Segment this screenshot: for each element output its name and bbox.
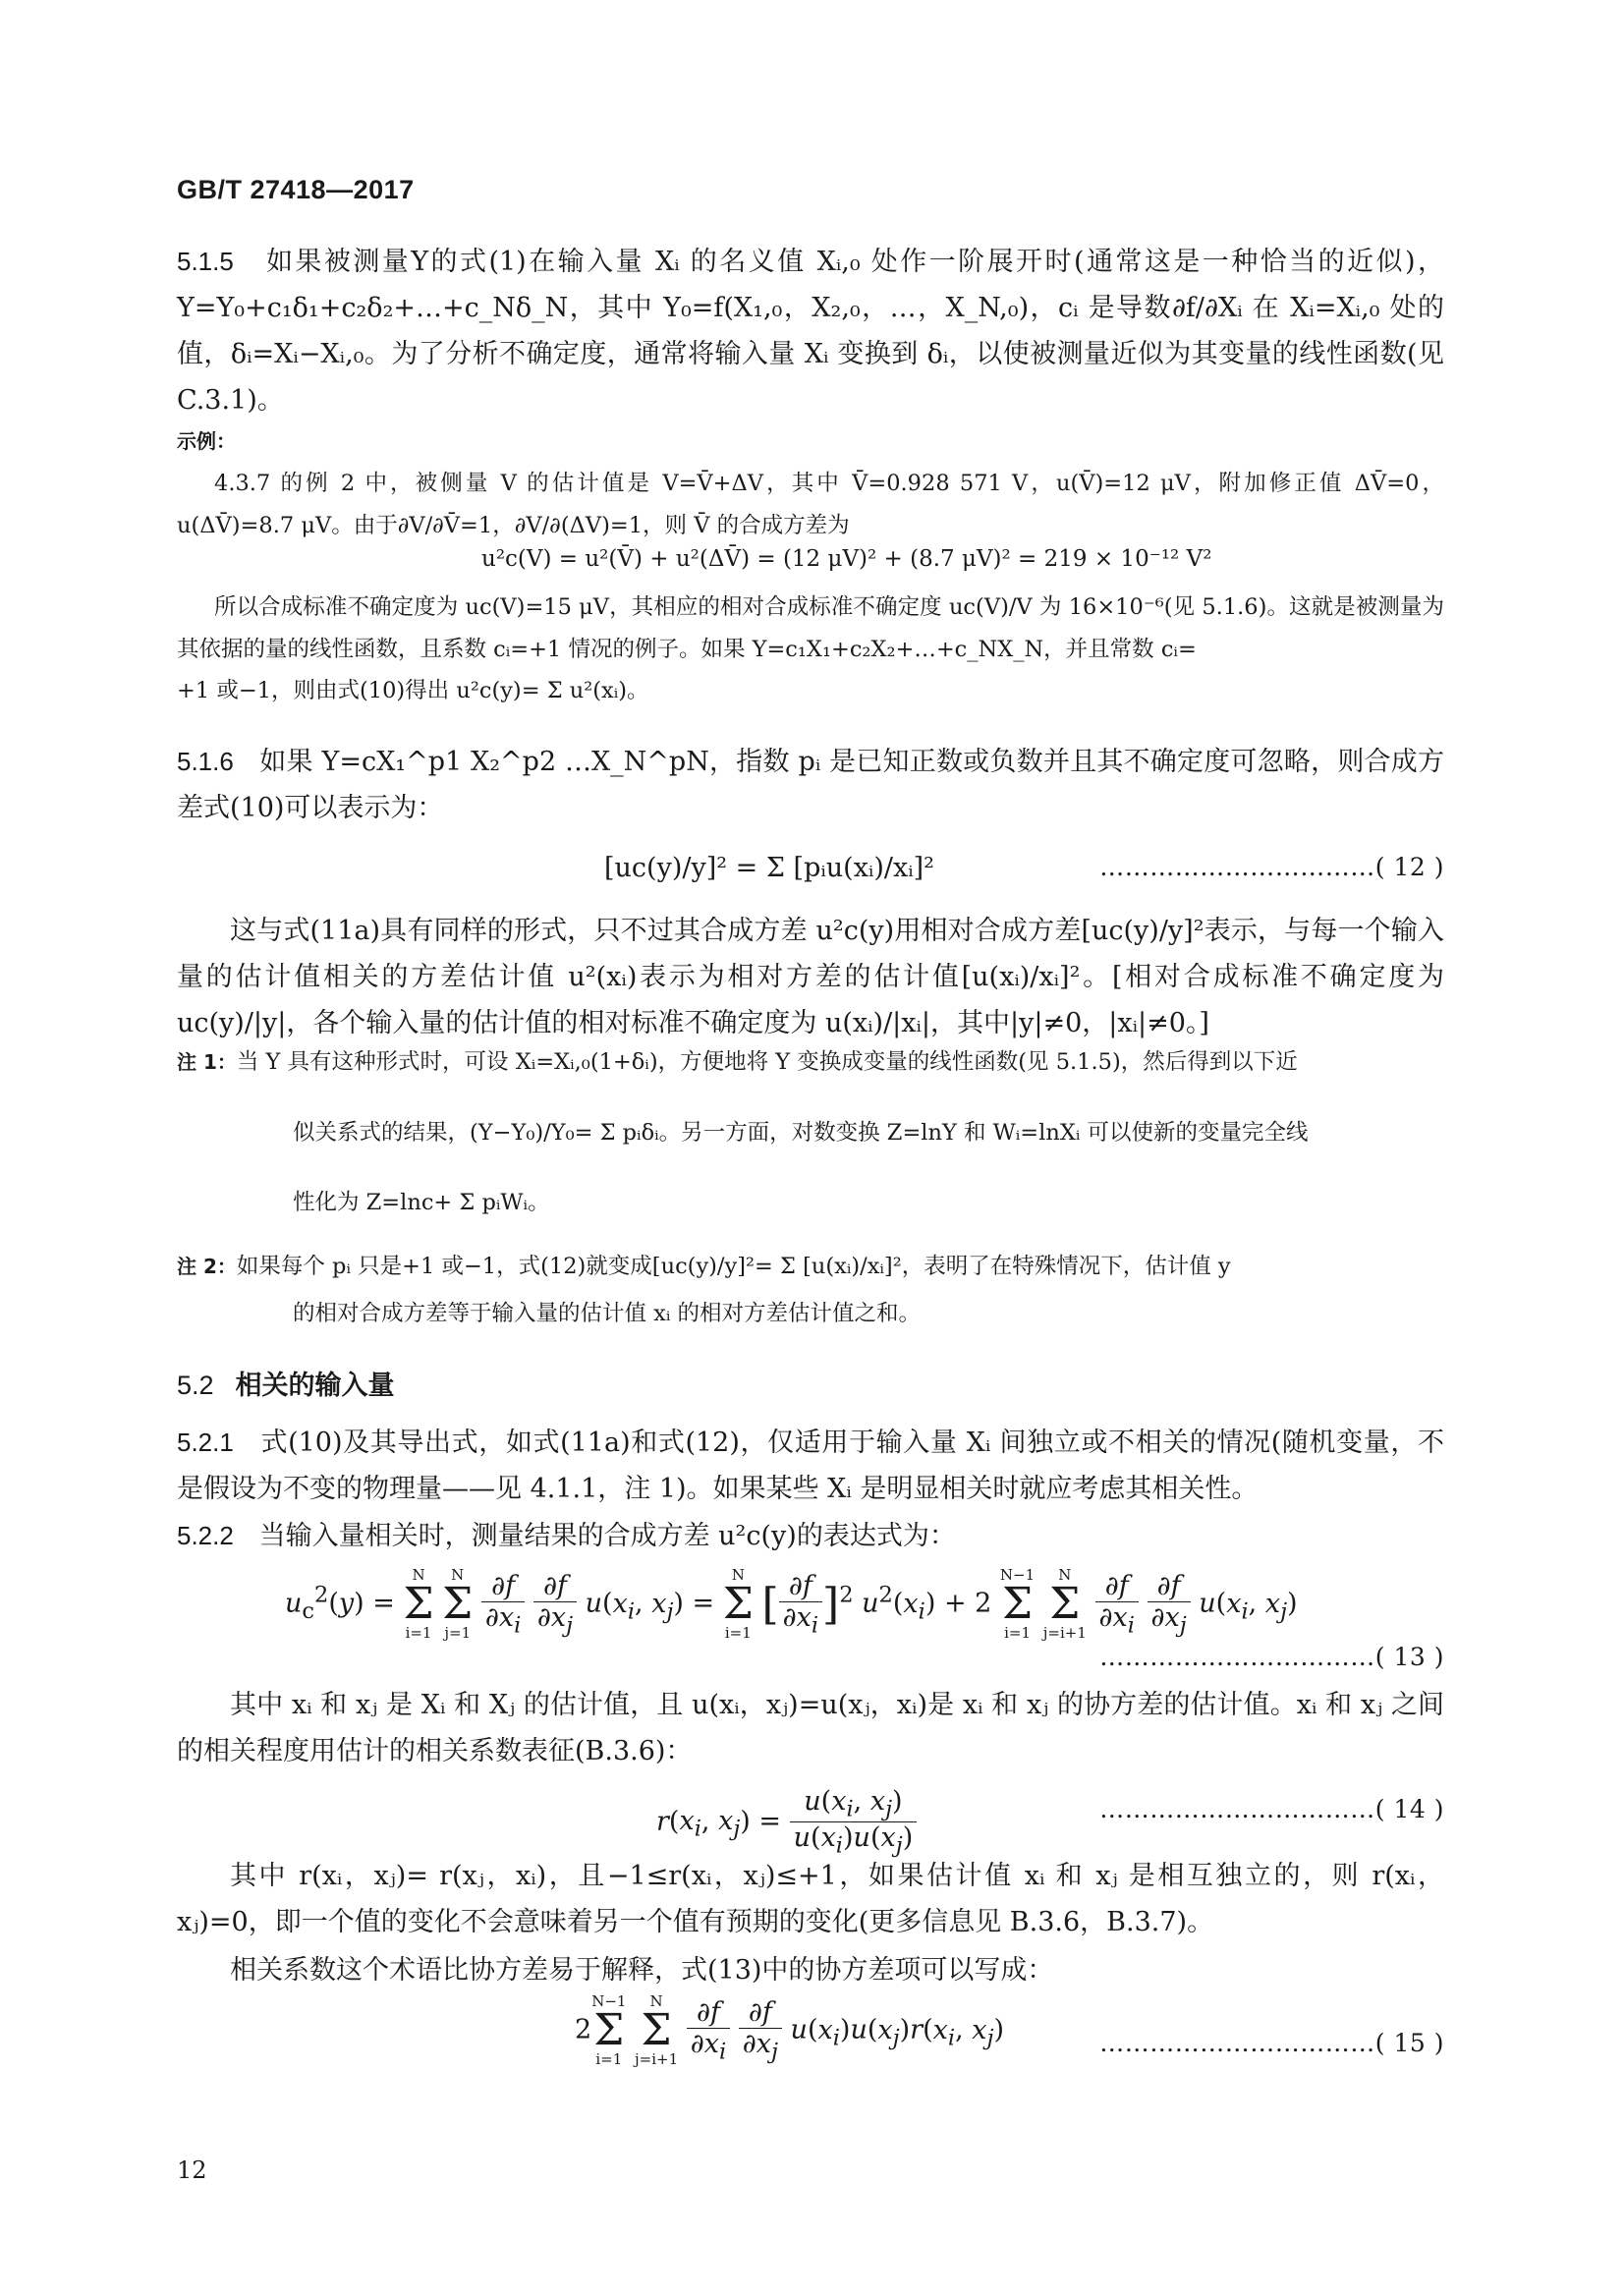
sum-symbol: N Σ j=i+1 [635, 1992, 679, 2068]
note-2-text-2: 的相对合成方差等于输入量的估计值 xᵢ 的相对方差估计值之和。 [293, 1301, 922, 1326]
section-title: 相关的输入量 [235, 1371, 395, 1401]
equation-14-number: ……………………………( 14 ) [1099, 1795, 1444, 1823]
equation-14: $r(x_i$, $x_j$) = $\frac{u(x_i, x_j)}{u(x_i)u(x_j)}$ [656, 1786, 917, 1859]
sum-symbol: N Σ i=1 [403, 1566, 434, 1642]
clause-text: 如果 Y=cX₁^p1 X₂^p2 …X_N^pN，指数 pᵢ 是已知正数或负数并且其不确定度可忽略，则合成方差式(10)可以表示为： [177, 747, 1444, 823]
section-5-2-heading [177, 1364, 395, 1402]
clause-5-2-2-text-2: 其中 xᵢ 和 xⱼ 是 Xᵢ 和 Xⱼ 的估计值，且 u(xᵢ，xⱼ)=u(xⱼ，xᵢ)是 xᵢ 和 xⱼ 的协方差的估计值。xᵢ 和 xⱼ 之间的相关程度用估计的相关系数表征(B.3.6)： [177, 1690, 1444, 1766]
sum-symbol: N Σ i=1 [722, 1566, 754, 1642]
equation-12-number: ……………………………( 12 ) [1099, 853, 1444, 881]
doc-code-header: GB/T 27418—2017 [177, 175, 415, 204]
clause-5-1-6 [177, 739, 1444, 831]
clause-number: 5.2.1 [177, 1428, 234, 1457]
example-text-2-block [177, 587, 1444, 671]
clause-5-2-2-text-4: 相关系数这个术语比协方差易于解释，式(13)中的协方差项可以写成： [230, 1955, 1054, 1986]
note-1 [177, 1041, 1444, 1084]
note-1-text-1: 当 Y 具有这种形式时，可设 Xᵢ=Xᵢ,₀(1+δᵢ)，方便地将 Y 变换成变量的线性函数(见 5.1.5)，然后得到以下近 [236, 1049, 1298, 1075]
page-number: 12 [177, 2156, 207, 2184]
note-1-text-2: 似关系式的结果，(Y−Y₀)/Y₀= Σ pᵢδᵢ。另一方面，对数变换 Z=lnY 和 Wᵢ=lnXᵢ 可以使新的变量完全线 [293, 1120, 1309, 1146]
equation-13-number: ……………………………( 13 ) [1099, 1643, 1444, 1671]
clause-text: 式(10)及其导出式，如式(11a)和式(12)，仅适用于输入量 Xᵢ 间独立或不相关的情况(随机变量，不是假设为不变的物理量——见 4.1.1，注 1)。如果某些 Xᵢ 是明显相关时就应考虑其相关性。 [177, 1428, 1444, 1504]
clause-text: 当输入量相关时，测量结果的合成方差 u²c(y)的表达式为： [258, 1521, 956, 1551]
example-label: 示例： [177, 429, 236, 453]
note-2 [177, 1246, 1444, 1288]
equation-15: 2 N−1 Σ i=1 N Σ j=i+1 $\frac{\partial f}{\partial x_i}$ $\frac{\partial f}{\partial x_j}$ $u(x_i)u(x_j)r(x_i$, $x_j$) [575, 1992, 1005, 2068]
note-1-label: 注 1： [177, 1050, 237, 1074]
example-formula: u²c(V) = u²(V̄) + u²(ΔV̄) = (12 μV)² + (8.7 μV)² = 219 × 10⁻¹² V² [481, 546, 1212, 572]
example-text-3: +1 或−1，则由式(10)得出 u²c(y)= Σ u²(xᵢ)。 [177, 678, 649, 703]
example-block [177, 420, 1444, 547]
clause-number: 5.1.6 [177, 747, 234, 776]
sum-symbol: N−1 Σ i=1 [591, 1992, 627, 2068]
clause-5-1-5 [177, 239, 1444, 423]
clause-5-2-2-text-3: 其中 r(xᵢ，xⱼ)= r(xⱼ，xᵢ)，且−1≤r(xᵢ，xⱼ)≤+1，如果估计值 xᵢ 和 xⱼ 是相互独立的，则 r(xᵢ，xⱼ)=0，即一个值的变化不会意味着另一个值有预期的变化(更多信息见 B.3.6，B.3.7)。 [177, 1861, 1444, 1937]
clause-5-2-1 [177, 1420, 1444, 1512]
sum-symbol: N Σ j=1 [442, 1566, 474, 1642]
example-text-1: 4.3.7 的例 2 中，被侧量 V 的估计值是 V=V̄+ΔV，其中 V̄=0.928 571 V，u(V̄)=12 μV，附加修正值 ΔV̄=0，u(ΔV̄)=8.7 μV。由于∂V/∂V̄=1，∂V/∂(ΔV)=1，则 V̄ 的合成方差为 [177, 471, 1444, 538]
clause-5-1-6-text-2: 这与式(11a)具有同样的形式，只不过其合成方差 u²c(y)用相对合成方差[uc(y)/y]²表示，与每一个输入量的估计值相关的方差估计值 u²(xᵢ)表示为相对方差的估计值[u(xᵢ)/xᵢ]²。[相对合成标准不确定度为 uc(y)/|y|，各个输入量的估计值的相对标准不确定度为 u(xᵢ)/|xᵢ|，其中|y|≠0，|xᵢ|≠0。] [177, 916, 1444, 1038]
note-2-text-1: 如果每个 pᵢ 只是+1 或−1，式(12)就变成[uc(y)/y]²= Σ [u(xᵢ)/xᵢ]²，表明了在特殊情况下，估计值 y [236, 1254, 1231, 1279]
note-2-label: 注 2： [177, 1255, 237, 1278]
equation-12: [uc(y)/y]² = Σ [pᵢu(xᵢ)/xᵢ]² [604, 853, 935, 883]
equation-13: $u_c^2(y)$ = N Σ i=1 N Σ j=1 $\frac{\partial f}{\partial x_i}$ $\frac{\partial f}{\partial x_j}$ $u(x_i$, $x_j$) = N Σ i=1 [ $\frac{\partial f}{\partial x_i}$ ]$^2$ $u^2(x_i) + 2$ N−1 Σ i=1 N Σ j=i+1 $\frac{\partial f}{\partial x_i}$ $\frac{\partial f}{\partial x_j}$ $u(x_i$, $x_j$) [285, 1566, 1298, 1642]
equation-15-number: ……………………………( 15 ) [1099, 2029, 1444, 2057]
note-1-text-3: 性化为 Z=lnc+ Σ pᵢWᵢ。 [293, 1190, 550, 1215]
sum-symbol: N Σ j=i+1 [1042, 1566, 1087, 1642]
clause-number: 5.2.2 [177, 1521, 234, 1550]
clause-text: 如果被测量Y的式(1)在输入量 Xᵢ 的名义值 Xᵢ,₀ 处作一阶展开时(通常这是一种恰当的近似)，Y=Y₀+c₁δ₁+c₂δ₂+…+c_Nδ_N，其中 Y₀=f(X₁,₀，X₂,₀，…，X_N,₀)，cᵢ 是导数∂f/∂Xᵢ 在 Xᵢ=Xᵢ,₀ 处的值，δᵢ=Xᵢ−Xᵢ,₀。为了分析不确定度，通常将输入量 Xᵢ 变换到 δᵢ，以使被测量近似为其变量的线性函数(见 C.3.1)。 [177, 247, 1445, 416]
example-text-2: 所以合成标准不确定度为 uc(V)=15 μV，其相应的相对合成标准不确定度 uc(V)/V 为 16×10⁻⁶(见 5.1.6)。这就是被测量为其依据的量的线性函数，且系数 cᵢ=+1 情况的例子。如果 Y=c₁X₁+c₂X₂+…+c_NX_N，并且常数 cᵢ= [177, 594, 1444, 662]
clause-number: 5.1.5 [177, 247, 234, 276]
sum-symbol: N−1 Σ i=1 [999, 1566, 1036, 1642]
section-number: 5.2 [177, 1371, 214, 1400]
clause-5-2-2 [177, 1513, 1444, 1559]
